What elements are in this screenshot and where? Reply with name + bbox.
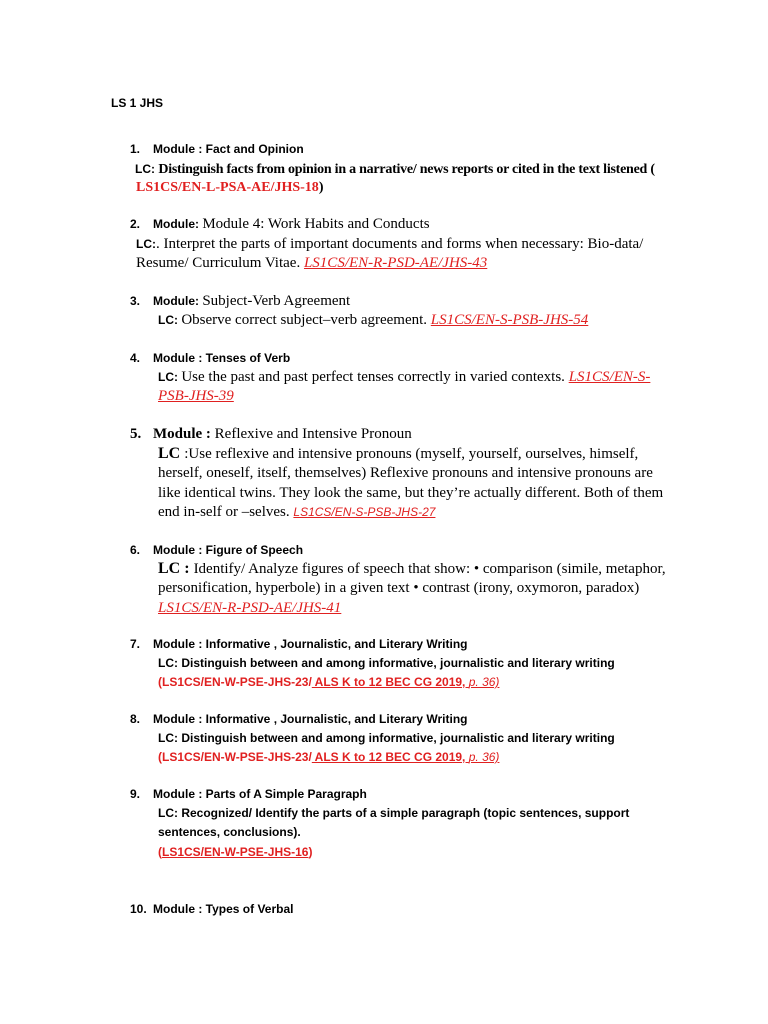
competency-code: (LS1CS/EN-W-PSE-JHS-23/ bbox=[158, 750, 312, 764]
module-label: Module: bbox=[153, 294, 203, 308]
module-name: Reflexive and Intensive Pronoun bbox=[214, 426, 412, 442]
module-label: Module : bbox=[153, 712, 206, 726]
module-name: Parts of A Simple Paragraph bbox=[205, 787, 367, 801]
lc-text: Use the past and past perfect tenses correctly in varied contexts. bbox=[181, 369, 569, 385]
lc-label: LC: bbox=[158, 313, 182, 327]
item-6-lc-line-2: personification, hyperbole) in a given text • contrast (irony, oxymoron, paradox) bbox=[158, 580, 640, 596]
item-9-number: 9. bbox=[130, 787, 141, 801]
item-8-number: 8. bbox=[130, 712, 141, 726]
cg-page: p. 36) bbox=[468, 750, 500, 764]
item-2-lc-line-1 bbox=[136, 236, 643, 253]
lc-text: Resume/ Curriculum Vitae. bbox=[136, 255, 304, 271]
lc-label: LC: bbox=[158, 656, 182, 670]
lc-label: LC: bbox=[158, 370, 182, 384]
lc-label: LC: bbox=[158, 806, 182, 820]
item-4-lc-line bbox=[158, 369, 650, 386]
item-5-lc-line-4 bbox=[158, 504, 435, 521]
module-label: Module : bbox=[153, 637, 206, 651]
lc-label: LC bbox=[158, 445, 185, 462]
module-label: Module : bbox=[153, 543, 206, 557]
item-4-number: 4. bbox=[130, 351, 141, 365]
module-name: Informative , Journalistic, and Literary Writing bbox=[205, 712, 468, 726]
item-8-lc-line bbox=[158, 731, 615, 745]
item-9-lc-line-2: sentences, conclusions). bbox=[158, 825, 301, 839]
item-1-code-line bbox=[136, 180, 323, 196]
document-title: LS 1 JHS bbox=[111, 96, 164, 110]
lc-text: :Use reflexive and intensive pronouns (myself, yourself, ourselves, himself, bbox=[184, 446, 639, 462]
module-name: Tenses of Verb bbox=[205, 351, 291, 365]
module-name: Types of Verbal bbox=[205, 902, 294, 916]
item-2-lc-line-2 bbox=[136, 255, 487, 272]
competency-code: (LS1CS/EN-W-PSE-JHS-23/ bbox=[158, 675, 312, 689]
lc-text: Observe correct subject–verb agreement. bbox=[181, 312, 431, 328]
lc-text: . Interpret the parts of important documents and forms when necessary: Bio-data/ bbox=[156, 236, 644, 252]
item-6-module-heading bbox=[153, 543, 303, 557]
item-7-lc-line bbox=[158, 656, 615, 670]
item-1-lc-line bbox=[135, 162, 655, 178]
lc-text: Recognized/ Identify the parts of a simple paragraph (topic sentences, support bbox=[181, 806, 630, 820]
code-close: ) bbox=[318, 180, 324, 195]
item-7-number: 7. bbox=[130, 637, 141, 651]
item-3-module-heading bbox=[153, 293, 350, 310]
item-2-number: 2. bbox=[130, 217, 141, 231]
item-9-lc-line-1 bbox=[158, 806, 629, 820]
item-9-module-heading bbox=[153, 787, 367, 801]
lc-text: Distinguish between and among informative, journalistic and literary writing bbox=[181, 731, 615, 745]
item-8-module-heading bbox=[153, 712, 468, 726]
code-close: ) bbox=[308, 845, 313, 859]
lc-text: Distinguish facts from opinion in a narrative/ news reports or cited in the text listened ( bbox=[158, 162, 655, 177]
item-4-module-heading bbox=[153, 351, 290, 365]
competency-code: LS1CS/EN-S- bbox=[568, 369, 651, 385]
item-10-number: 10. bbox=[130, 902, 147, 916]
item-9-code-line bbox=[158, 845, 312, 859]
lc-label: LC : bbox=[158, 560, 194, 577]
item-3-lc-line bbox=[158, 312, 588, 329]
cg-reference: ALS K to 12 BEC CG 2019, bbox=[311, 750, 469, 764]
lc-label: LC: bbox=[136, 237, 156, 251]
module-label: Module : bbox=[153, 426, 215, 442]
cg-reference: ALS K to 12 BEC CG 2019, bbox=[311, 675, 469, 689]
competency-code: LS1CS/EN-S-PSB-JHS-27 bbox=[293, 505, 436, 519]
lc-text: end in-self or –selves. bbox=[158, 504, 294, 520]
module-label: Module : bbox=[153, 787, 206, 801]
item-7-code-line bbox=[158, 675, 499, 689]
module-name: Fact and Opinion bbox=[205, 142, 304, 156]
item-5-module-heading bbox=[153, 426, 412, 443]
competency-code: LS1CS/EN-W-PSE-JHS-16 bbox=[162, 845, 309, 859]
cg-page: p. 36) bbox=[468, 675, 500, 689]
item-5-lc-line-2: herself, oneself, itself, themselves) Reflexive pronouns and intensive pronouns are bbox=[158, 465, 653, 481]
competency-code: LS1CS/EN-S-PSB-JHS-54 bbox=[430, 312, 589, 328]
lc-text: Distinguish between and among informative, journalistic and literary writing bbox=[181, 656, 615, 670]
item-1-number: 1. bbox=[130, 142, 141, 156]
item-7-module-heading bbox=[153, 637, 468, 651]
item-8-code-line bbox=[158, 750, 499, 764]
item-4-code-line: PSB-JHS-39 bbox=[158, 388, 234, 404]
item-10-module-heading bbox=[153, 902, 293, 916]
code-open: ( bbox=[158, 845, 162, 859]
item-5-lc-line-1 bbox=[158, 445, 638, 463]
module-name: Figure of Speech bbox=[205, 543, 304, 557]
module-name: Module 4: Work Habits and Conducts bbox=[202, 216, 430, 232]
item-6-code-line: LS1CS/EN-R-PSD-AE/JHS-41 bbox=[158, 600, 342, 616]
item-6-lc-line-1 bbox=[158, 560, 666, 578]
lc-text: Identify/ Analyze figures of speech that show: • comparison (simile, metaphor, bbox=[193, 561, 666, 577]
item-5-lc-line-3: like identical twins. They look the same, but they’re actually different. Both of them bbox=[158, 485, 664, 501]
module-label: Module : bbox=[153, 142, 206, 156]
lc-label: LC: bbox=[135, 162, 159, 176]
item-6-number: 6. bbox=[130, 543, 141, 557]
item-2-module-heading bbox=[153, 216, 430, 233]
item-5-number: 5. bbox=[130, 426, 142, 442]
module-name: Informative , Journalistic, and Literary Writing bbox=[205, 637, 468, 651]
lc-label: LC: bbox=[158, 731, 182, 745]
competency-code: LS1CS/EN-R-PSD-AE/JHS-43 bbox=[303, 255, 488, 271]
item-3-number: 3. bbox=[130, 294, 141, 308]
module-label: Module: bbox=[153, 217, 203, 231]
competency-code: LS1CS/EN-L-PSA-AE/JHS-18 bbox=[136, 180, 319, 195]
item-1-module-heading bbox=[153, 142, 304, 156]
module-label: Module : bbox=[153, 351, 206, 365]
module-label: Module : bbox=[153, 902, 206, 916]
module-name: Subject-Verb Agreement bbox=[202, 293, 351, 309]
